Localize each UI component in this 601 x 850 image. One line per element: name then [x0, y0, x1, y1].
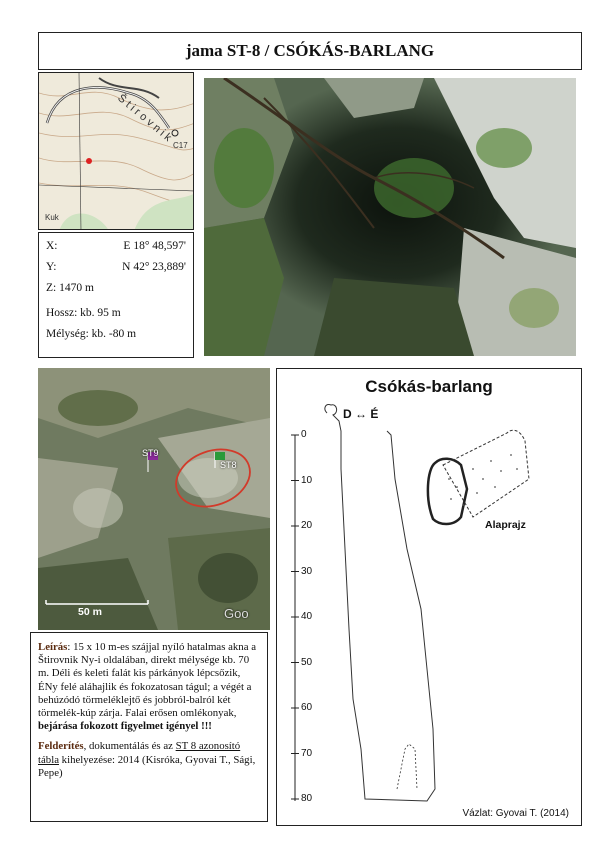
sketch-direction: D ↔ É	[343, 407, 379, 421]
depth-tick-label: 20	[301, 520, 313, 531]
map-watermark: Goo	[224, 606, 249, 621]
depth-tick-label: 50	[301, 656, 313, 668]
flag-st9-label: ST9	[142, 448, 159, 458]
aerial-image	[38, 368, 270, 630]
depth-tick-label: 60	[301, 702, 313, 713]
coord-y-value: N 42° 23,889'	[122, 261, 186, 273]
coordinates-panel	[38, 232, 194, 358]
plan-view	[428, 430, 529, 524]
description-label: Leírás	[38, 641, 68, 653]
coord-x-label: X:	[46, 240, 58, 252]
warning-text: bejárása fokozott figyelmet igényel !!!	[38, 720, 212, 733]
profile-debris	[397, 744, 417, 789]
depth-tick-label: 30	[301, 565, 313, 577]
cave-length: Hossz: kb. 95 m	[46, 307, 121, 319]
sketch-credit: Vázlat: Gyovai T. (2014)	[462, 808, 569, 819]
aerial-image-graphic	[38, 368, 270, 630]
cave-photo-graphic	[204, 78, 576, 356]
description-paragraph	[38, 641, 259, 733]
cave-depth: Mélység: kb. -80 m	[46, 328, 137, 340]
coord-x-value: E 18° 48,597'	[123, 240, 186, 252]
discovery-label: Felderítés	[38, 740, 84, 753]
coord-z: Z: 1470 m	[46, 282, 94, 294]
cave-photo	[204, 78, 576, 356]
discovery-text-2: kihelyezése: 2014 (Kisróka, Gyovai T., Sági, Pepe)	[38, 753, 256, 779]
map-label-name: Štirovnik	[115, 92, 176, 146]
topo-map	[38, 72, 194, 230]
sketch-title: Csókás-barlang	[365, 377, 493, 396]
discovery-text-1: , dokumentálás és az	[83, 740, 176, 753]
sign-reference: ST 8 azonosító tábla	[38, 740, 241, 766]
map-label-point: C17	[173, 141, 188, 150]
page-title: jama ST-8 / CSÓKÁS-BARLANG	[38, 32, 582, 70]
coord-x-row	[46, 239, 186, 254]
depth-tick-label: 0	[301, 429, 307, 440]
plan-label: Alaprajz	[485, 519, 526, 531]
depth-tick-label: 10	[301, 474, 313, 486]
depth-tick-label: 40	[301, 611, 313, 622]
flag-st8-label: ST8	[220, 460, 237, 470]
description-text: : 15 x 10 m-es szájjal nyíló hatalmas akna a Štirovnik Ny-i oldalában, direkt mélysége kb. 70 m. Déli és keleti falát kis párkányok lépcsőzik, ÉNy felé aláhajlik és fokozatosan tágul; a végét a behúzódó törmeléklejtő és jobbról-balról két törmelék-kúp zárja. Falai erősen omlékonyak,	[38, 641, 256, 720]
discovery-paragraph	[38, 740, 259, 780]
coord-y-row	[46, 260, 186, 275]
coord-y-label: Y:	[46, 261, 57, 273]
depth-tick-label: 70	[301, 747, 313, 759]
description-panel	[30, 632, 268, 822]
cave-profile-outline	[325, 405, 435, 801]
scale-bar-label: 50 m	[78, 606, 102, 618]
cave-sketch-panel	[276, 368, 582, 826]
topo-map-graphic	[39, 73, 194, 230]
map-label-corner: Kuk	[45, 213, 59, 222]
depth-tick-label: 80	[301, 793, 313, 804]
